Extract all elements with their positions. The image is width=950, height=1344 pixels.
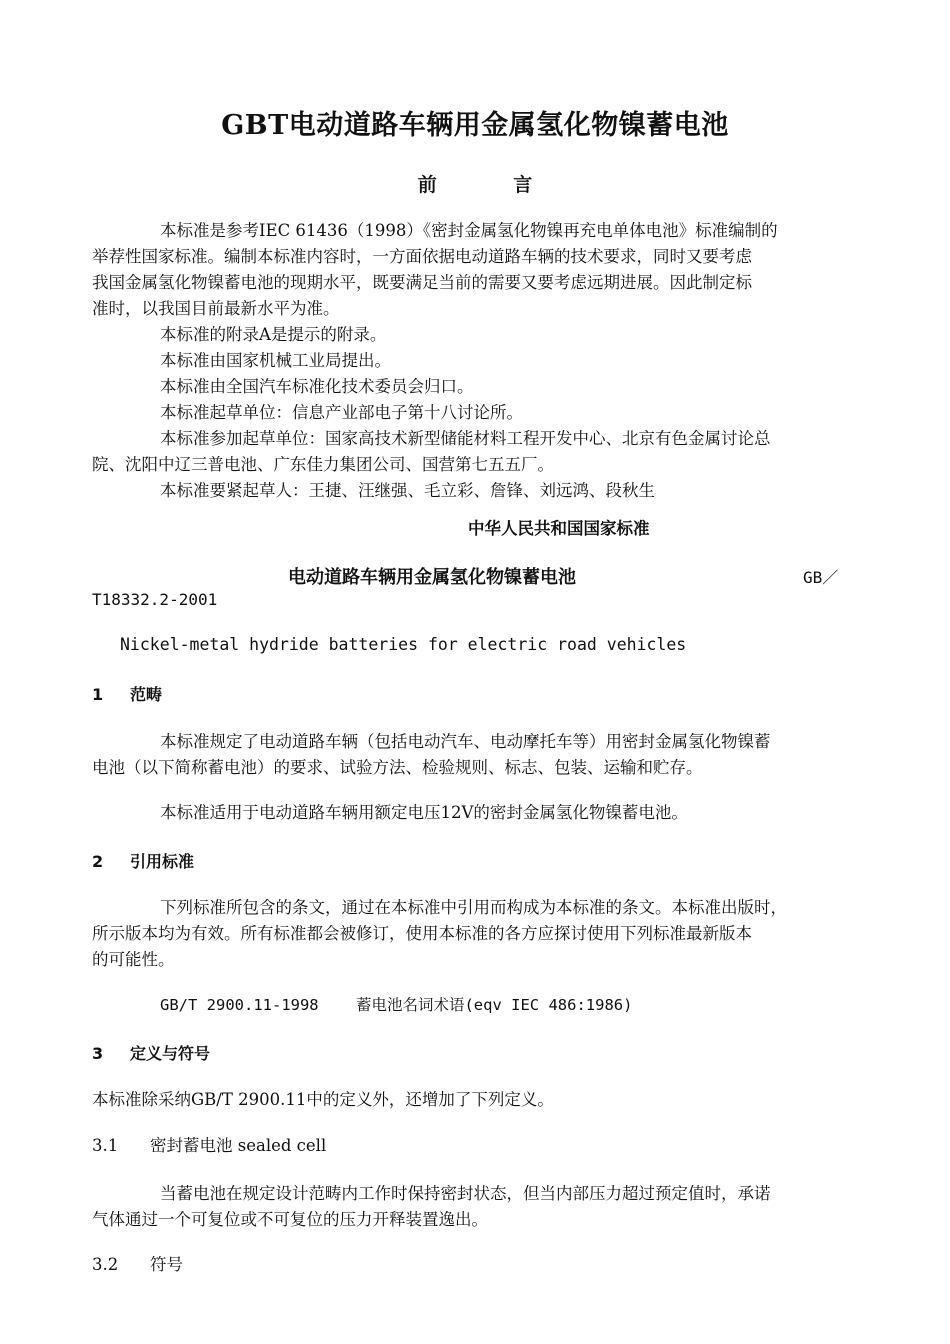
- body-line: 本标准规定了电动道路车辆（包括电动汽车、电动摩托车等）用密封金属氢化物镍蓄: [160, 732, 771, 751]
- foreword-line: 本标准参加起草单位：国家高技术新型储能材料工程开发中心、北京有色金属讨论总: [160, 429, 771, 448]
- body-line: 本标准适用于电动道路车辆用额定电压12V的密封金属氢化物镍蓄电池。: [160, 803, 688, 822]
- body-line: 下列标准所包含的条文，通过在本标准中引用而构成为本标准的条文。本标准出版时，: [160, 898, 787, 917]
- document-title: GBT电动道路车辆用金属氢化物镍蓄电池: [221, 110, 729, 141]
- subsection-number: 3.1: [92, 1136, 119, 1155]
- english-title: Nickel-metal hydride batteries for electric road vehicles: [120, 635, 687, 654]
- body-line: 的可能性。: [92, 950, 175, 969]
- standard-title: 电动道路车辆用金属氢化物镍蓄电池: [288, 567, 576, 588]
- body-line: 本标准除采纳GB/T 2900.11中的定义外，还增加了下列定义。: [92, 1090, 554, 1109]
- national-standard-label: 中华人民共和国国家标准: [468, 519, 650, 538]
- section-title: 定义与符号: [130, 1044, 211, 1063]
- foreword-line: 本标准起草单位：信息产业部电子第十八讨论所。: [160, 403, 523, 422]
- foreword-line: 我国金属氢化物镍蓄电池的现期水平，既要满足当前的需要又要考虑远期进展。因此制定标: [92, 273, 752, 292]
- subsection-title: 符号: [150, 1255, 183, 1274]
- body-line: 电池（以下简称蓄电池）的要求、试验方法、检验规则、标志、包装、运输和贮存。: [92, 758, 703, 777]
- subsection-heading-3-2: [92, 1252, 183, 1278]
- foreword-line: 本标准的附录A是提示的附录。: [160, 325, 387, 344]
- section-heading-2: [92, 849, 194, 872]
- section-number: 2: [92, 852, 104, 871]
- foreword-line: 准时，以我国目前最新水平为准。: [92, 299, 340, 318]
- body-line: 所示版本均为有效。所有标准都会被修订，使用本标准的各方应探讨使用下列标准最新版本: [92, 924, 752, 943]
- section-heading-1: [92, 682, 162, 705]
- foreword-line: 本标准由全国汽车标准化技术委员会归口。: [160, 377, 474, 396]
- foreword-line: 院、沈阳中辽三普电池、广东佳力集团公司、国营第七五五厂。: [92, 455, 554, 474]
- foreword-line: 本标准是参考IEC 61436（1998）《密封金属氢化物镍再充电单体电池》标准编制的: [160, 221, 778, 240]
- standard-number-continued: T18332.2-2001: [92, 590, 218, 609]
- body-line: 气体通过一个可复位或不可复位的压力开释装置逸出。: [92, 1210, 488, 1229]
- subsection-title: 密封蓄电池 sealed cell: [150, 1136, 327, 1155]
- body-line: 当蓄电池在规定设计范畴内工作时保持密封状态，但当内部压力超过预定值时，承诺: [160, 1184, 771, 1203]
- section-title: 范畴: [130, 685, 163, 704]
- foreword-line: 举荐性国家标准。编制本标准内容时，一方面依据电动道路车辆的技术要求，同时又要考虑: [92, 247, 752, 266]
- subsection-number: 3.2: [92, 1255, 119, 1274]
- foreword-line: 本标准要紧起草人：王捷、汪继强、毛立彩、詹锋、刘远鸿、段秋生: [160, 481, 655, 500]
- foreword-line: 本标准由国家机械工业局提出。: [160, 351, 391, 370]
- section-heading-3: [92, 1041, 210, 1064]
- subsection-heading-3-1: [92, 1133, 326, 1159]
- standard-number: GB／: [803, 568, 839, 587]
- section-number: 1: [92, 685, 104, 704]
- section-title: 引用标准: [130, 852, 195, 871]
- section-number: 3: [92, 1044, 104, 1063]
- reference-standard: GB/T 2900.11-1998 蓄电池名词术语(eqv IEC 486:1986): [160, 996, 633, 1014]
- foreword-heading: 前 言: [417, 174, 533, 196]
